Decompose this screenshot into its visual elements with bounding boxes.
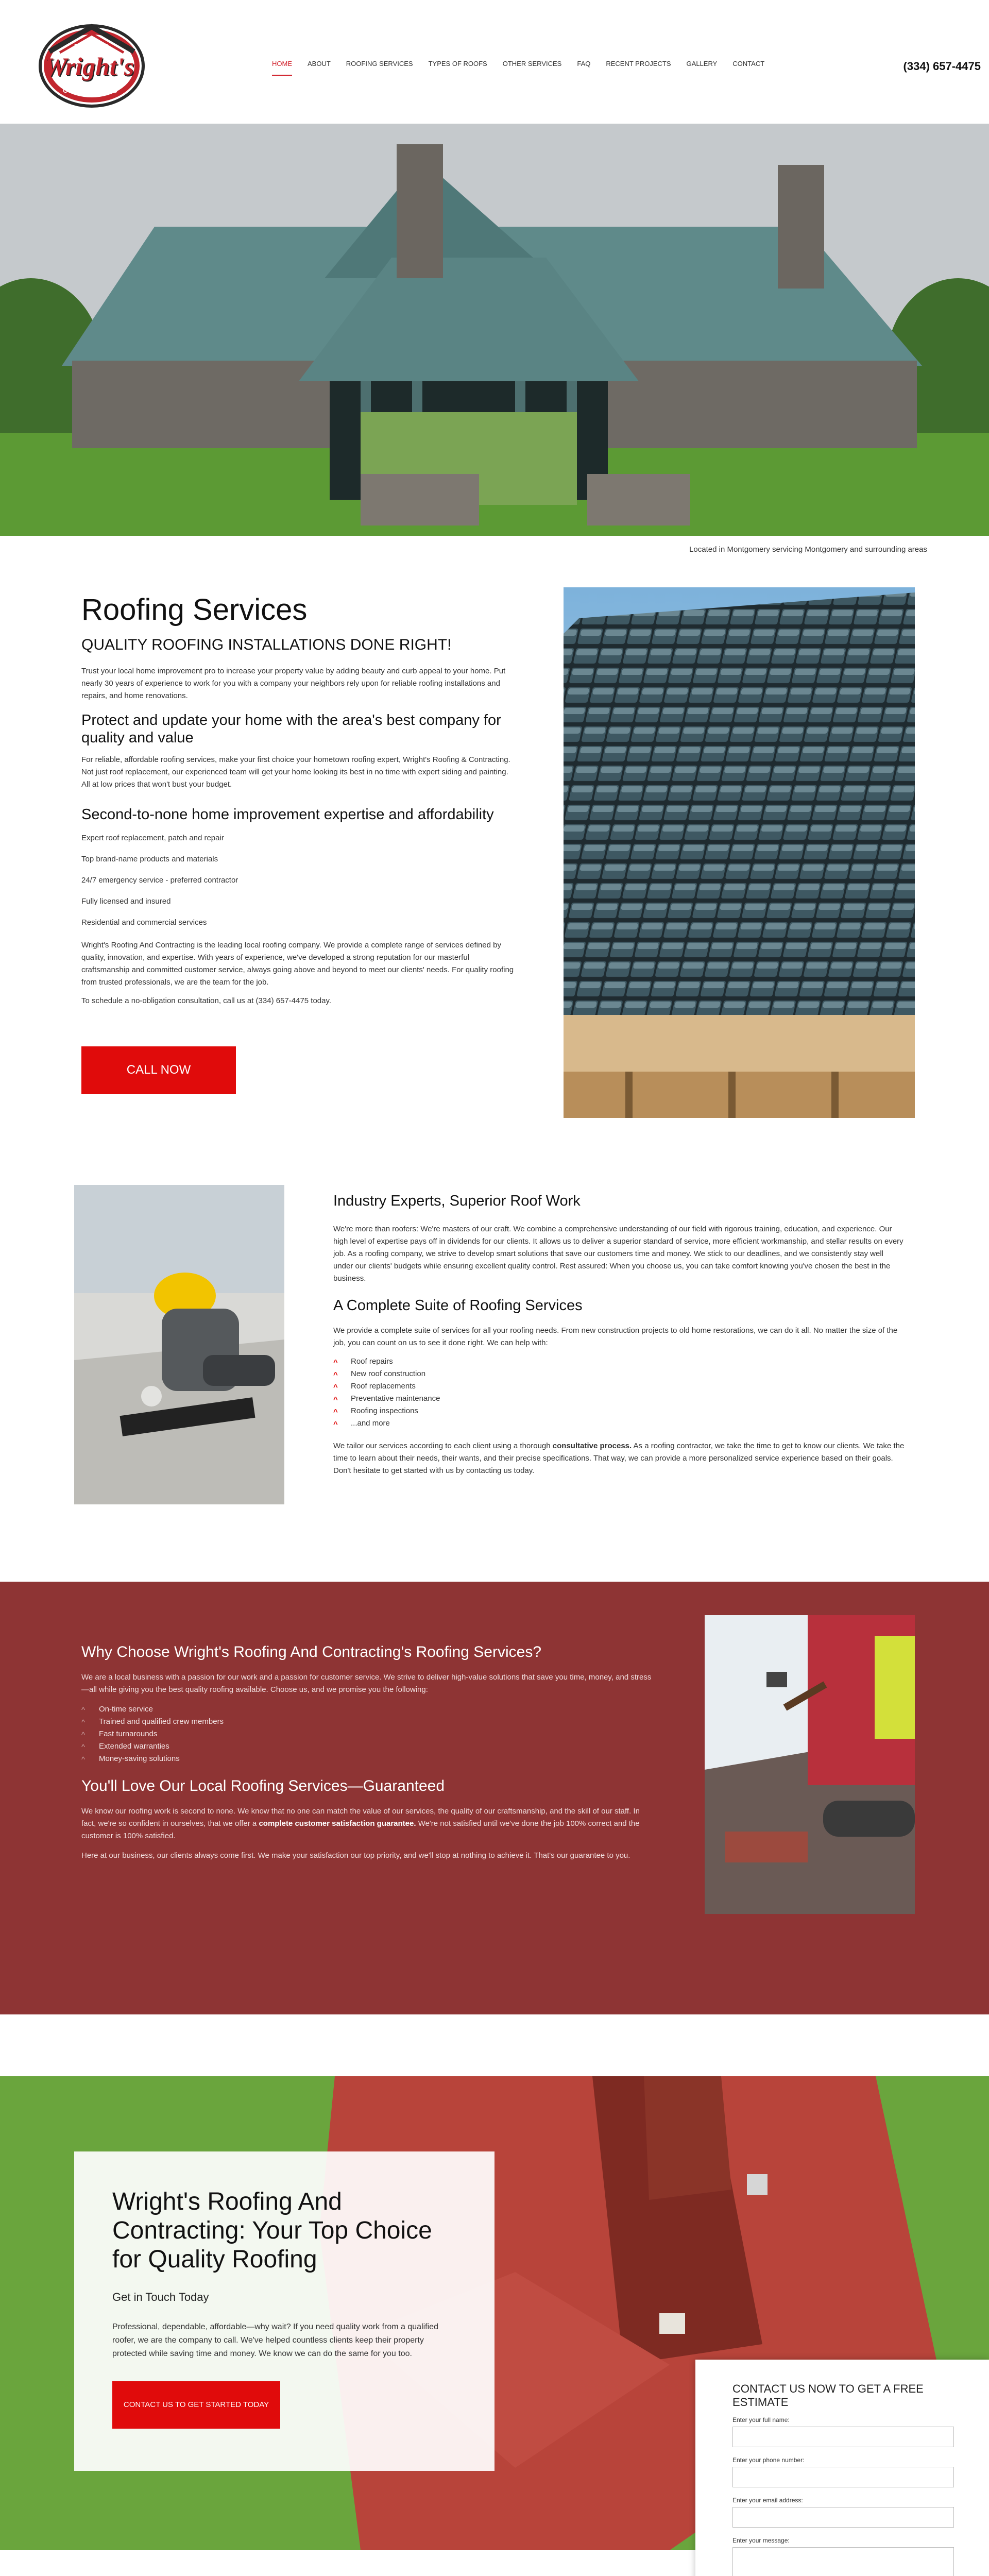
protect-paragraph: For reliable, affordable roofing services, make your first choice your hometown roofing expert, Wright's Roofing & Contracting. Not just roof replacement, our experienced team will get your home looking its best in no time with expert siding and painting. All at low prices that won't bust your budget. xyxy=(81,755,510,789)
logo-wrights-text: Wright's xyxy=(44,52,134,81)
service-item: Top brand-name products and materials xyxy=(81,855,218,863)
service-item: Fully licensed and insured xyxy=(81,897,171,906)
guarantee-heading: You'll Love Our Local Roofing Services—Guaranteed xyxy=(81,1777,445,1794)
services-intro: Trust your local home improvement pro to increase your property value by adding beauty and curb appeal to your home. Put nearly 30 years of experience to work for you with a company your neighbors rely upon for reliable roofing installations and repairs, and home renovations. xyxy=(81,667,506,700)
call-now-label: CALL NOW xyxy=(126,1063,191,1077)
nav-gallery[interactable]: GALLERY xyxy=(686,60,718,67)
phone-label: Enter your phone number: xyxy=(732,2456,805,2464)
service-item: 24/7 emergency service - preferred contractor xyxy=(81,876,238,885)
get-in-touch-text: Get in Touch Today xyxy=(112,2291,209,2303)
call-now-button[interactable] xyxy=(81,1046,236,1094)
nav-roofing-services[interactable]: ROOFING SERVICES xyxy=(346,60,413,67)
roofing-services-text xyxy=(81,592,514,1094)
section-spacer xyxy=(0,2014,989,2076)
why-choose-heading: Why Choose Wright's Roofing And Contracting's Roofing Services? xyxy=(81,1643,541,1660)
list-item: ^ New roof construction xyxy=(333,1368,905,1380)
location-note: Located in Montgomery servicing Montgomery and surrounding areas xyxy=(689,545,927,554)
tailor-paragraph: We tailor our services according to each client using a thorough consultative process. As a roofing contractor, we take the time to get to know our clients. We take the time to learn about their needs, their wants, and their precise specifications. That way, we can provide a more personalized service experience based on their goals. Don't hesitate to get started with us by contacting us today. xyxy=(333,1442,905,1475)
nav-contact[interactable]: CONTACT xyxy=(732,60,765,67)
protect-heading: Protect and update your home with the area's best company for quality and value xyxy=(81,712,501,746)
services-about-paragraph: Wright's Roofing And Contracting is the leading local roofing company. We provide a complete range of services defined by quality, innovation, and expertise. With years of experience, we've developed a strong reputation for our masterful craftsmanship and committed customer service, always going above and beyond to meet our clients' needs. For quality roofing from trusted professionals, we are the team for the job. xyxy=(81,941,514,987)
logo-roofing-text: ROOFING xyxy=(74,42,109,50)
phone-input[interactable] xyxy=(732,2467,954,2487)
why-choose-section xyxy=(0,1582,989,2014)
top-choice-card xyxy=(74,2151,494,2471)
email-input[interactable] xyxy=(732,2507,954,2528)
nav-about[interactable]: ABOUT xyxy=(308,60,331,67)
roofer-hammer-image xyxy=(705,1615,915,1914)
header-phone[interactable]: (334) 657-4475 xyxy=(903,60,981,73)
top-choice-paragraph: Professional, dependable, affordable—why wait? If you need quality work from a qualified roofer, we are the company to call. We've helped countless clients keep their property protected while saving time and money. We know we can do the same for you too. xyxy=(112,2323,438,2358)
logo-contracting-text: CONTRACTING xyxy=(63,87,118,94)
promise-list xyxy=(81,1703,652,1765)
industry-paragraph: We're more than roofers: We're masters of our craft. We combine a comprehensive understanding of our field with rigorous training, education, and experience. Our high level of expertise pays off in dividends for our clients. It allows us to deliver a superior standard of service, more efficient workmanship, and stellar results on every job. As a roofing company, we strive to develop smart solutions that save our customers time and money. We stick to our deadlines, and we consistently stay well under our clients' budgets while ensuring excellent quality control. Rest assured: When you choose us, you can take comfort knowing you've chosen the best in the business. xyxy=(333,1225,903,1283)
nav-home[interactable]: HOME xyxy=(272,60,292,76)
list-item: ^ Roof repairs xyxy=(333,1355,905,1368)
industry-heading: Industry Experts, Superior Roof Work xyxy=(333,1193,581,1209)
services-schedule-paragraph: To schedule a no-obligation consultation, call us at (334) 657-4475 today. xyxy=(81,996,332,1005)
top-choice-heading: Wright's Roofing And Contracting: Your Top Choice for Quality Roofing xyxy=(112,2188,432,2273)
why-choose-text xyxy=(81,1643,652,1869)
industry-experts-section xyxy=(0,1164,989,1582)
suite-paragraph: We provide a complete suite of services for all your roofing needs. From new construction projects to old home restorations, we can do it all. No matter the size of the job, you can count on us to see it done right. We can help with: xyxy=(333,1326,898,1347)
service-item: Residential and commercial services xyxy=(81,918,207,927)
services-subtitle: QUALITY ROOFING INSTALLATIONS DONE RIGHT! xyxy=(81,636,452,653)
list-item: ^ On-time service xyxy=(81,1703,652,1716)
email-label: Enter your email address: xyxy=(732,2497,803,2504)
page-title: Roofing Services xyxy=(81,593,308,626)
name-label: Enter your full name: xyxy=(732,2416,790,2424)
site-header xyxy=(0,0,989,124)
clients-first-paragraph: Here at our business, our clients always come first. We make your satisfaction our top priority, and we'll stop at nothing to achieve it. That's our guarantee to you. xyxy=(81,1851,630,1860)
list-item: ^ Trained and qualified crew members xyxy=(81,1716,652,1728)
site-logo[interactable] xyxy=(34,21,152,111)
message-textarea[interactable] xyxy=(732,2547,954,2576)
list-item: ^ Fast turnarounds xyxy=(81,1728,652,1740)
roofer-worker-image xyxy=(74,1185,284,1504)
nav-faq[interactable]: FAQ xyxy=(577,60,591,67)
roof-tiles-image xyxy=(564,587,915,1118)
free-estimate-form xyxy=(695,2360,989,2576)
roofing-services-section xyxy=(0,572,989,1164)
service-item: Expert roof replacement, patch and repair xyxy=(81,834,224,842)
second-to-none-heading: Second-to-none home improvement expertise and affordability xyxy=(81,806,494,823)
nav-types-of-roofs[interactable]: TYPES OF ROOFS xyxy=(428,60,487,67)
list-item: ^ Extended warranties xyxy=(81,1740,652,1753)
message-label: Enter your message: xyxy=(732,2537,790,2544)
hero-image xyxy=(0,124,989,536)
list-item: ^ ...and more xyxy=(333,1417,905,1430)
list-item: ^ Money-saving solutions xyxy=(81,1753,652,1765)
suite-heading: A Complete Suite of Roofing Services xyxy=(333,1297,583,1314)
nav-other-services[interactable]: OTHER SERVICES xyxy=(502,60,562,67)
main-nav xyxy=(272,60,764,76)
contact-us-label: CONTACT US TO GET STARTED TODAY xyxy=(123,2400,269,2409)
suite-list xyxy=(333,1355,905,1430)
hero-house-illustration xyxy=(0,124,989,536)
why-choose-paragraph: We are a local business with a passion for our work and a passion for customer service. We strive to deliver high-value solutions that save you time, money, and stress—all while giving you the best quality roofing available. Choose us, and we promise you the following: xyxy=(81,1673,652,1694)
list-item: ^ Preventative maintenance xyxy=(333,1393,905,1405)
form-heading: CONTACT US NOW TO GET A FREE ESTIMATE xyxy=(732,2382,924,2409)
contact-us-button[interactable] xyxy=(112,2381,280,2429)
name-input[interactable] xyxy=(732,2427,954,2447)
list-item: ^ Roof replacements xyxy=(333,1380,905,1393)
guarantee-paragraph: We know our roofing work is second to none. We know that no one can match the value of our services, the quality of our craftsmanship, and the skill of our staff. In fact, we're so confident in ourselves, that we offer a complete customer satisfaction guarantee. We're not satisfied until we've done the job 100% correct and the customer is 100% satisfied. xyxy=(81,1807,640,1840)
industry-text xyxy=(333,1193,905,1483)
nav-recent-projects[interactable]: RECENT PROJECTS xyxy=(606,60,671,67)
list-item: ^ Roofing inspections xyxy=(333,1405,905,1417)
